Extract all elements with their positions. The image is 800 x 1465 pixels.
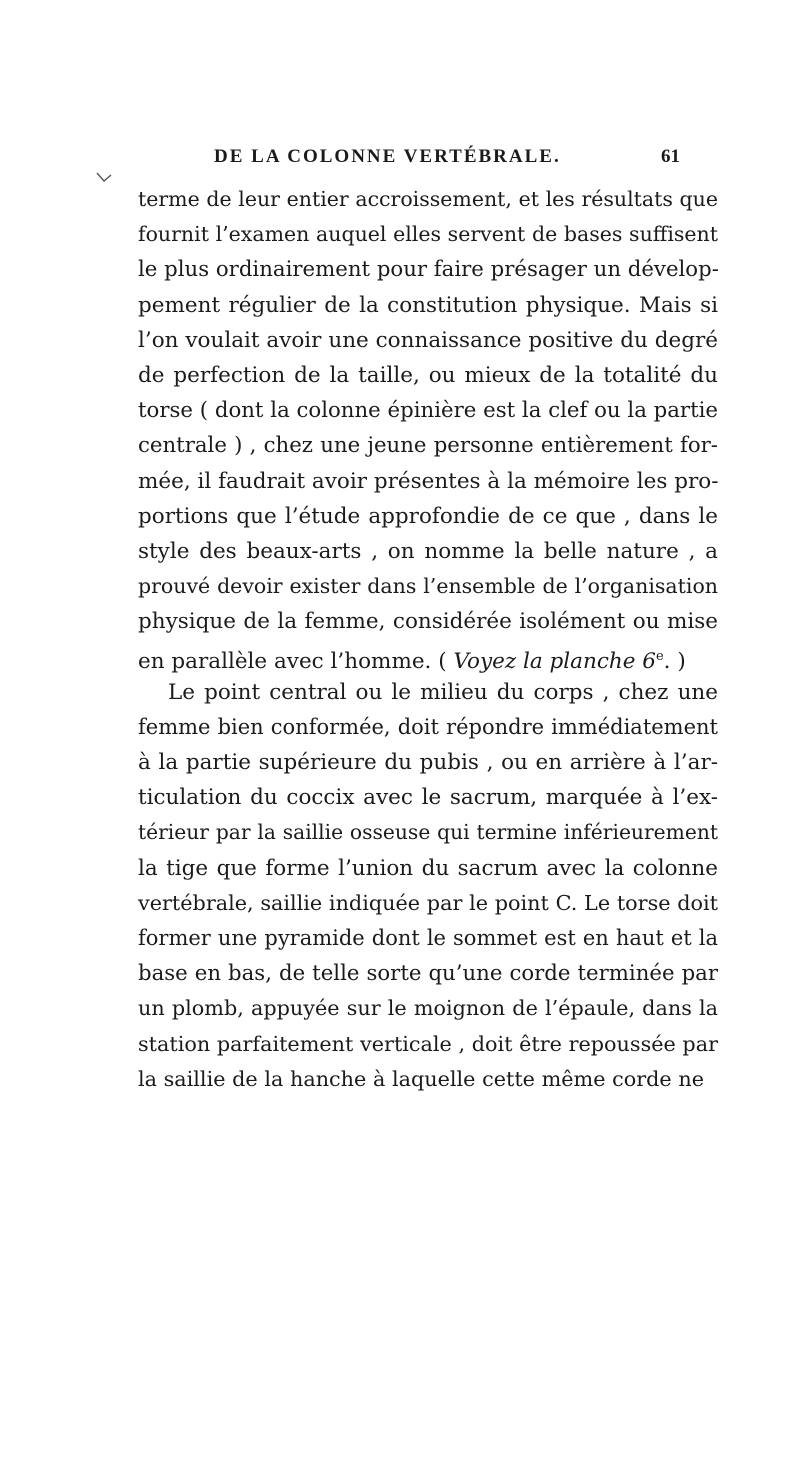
text-line: le plus ordinairement pour faire présager un dévelop- <box>138 257 719 283</box>
page-number: 61 <box>661 146 680 167</box>
plate-reference: Voyez la planche 6 <box>453 649 656 675</box>
text-line: vertébrale, saillie indiquée par le point C. Le torse doit <box>138 890 718 915</box>
text-line: style des beaux-arts , on nomme la belle nature , a <box>138 538 718 564</box>
text-line: fournit l’examen auquel elles servent de bases suffisent <box>138 222 718 247</box>
text-line: pement régulier de la constitution physique. Mais si <box>138 292 718 318</box>
text-line: la saillie de la hanche à laquelle cette même corde ne <box>138 1066 704 1091</box>
paragraph-start-line: Le point central ou le milieu du corps , chez une <box>168 679 718 705</box>
text-line: base en bas, de telle sorte qu’une corde terminée par <box>138 961 718 987</box>
plate-reference-superscript: e <box>655 649 664 665</box>
text-line: torse ( dont la colonne épinière est la clef ou la partie <box>138 398 718 424</box>
text-line: ticulation du coccix avec le sacrum, marquée à l’ex- <box>138 785 718 811</box>
text-line: former une pyramide dont le sommet est en haut et la <box>138 925 718 950</box>
text-line: centrale ) , chez une jeune personne entièrement for- <box>138 433 718 459</box>
text-line: l’on voulait avoir une connaissance positive du degré <box>138 327 718 353</box>
text-line-start: en parallèle avec l’homme. ( <box>138 649 454 675</box>
text-line-figure-reference <box>138 639 718 674</box>
printer-mark-icon <box>96 172 112 184</box>
text-line: térieur par la saillie osseuse qui termine inférieurement <box>138 820 718 845</box>
running-title: DE LA COLONNE VERTÉBRALE. <box>214 146 561 167</box>
text-line: femme bien conformée, doit répondre immédiatement <box>138 714 718 739</box>
text-line: à la partie supérieure du pubis , ou en arrière à l’ar- <box>138 750 718 775</box>
text-line: la tige que forme l’union du sacrum avec la colonne <box>138 855 718 881</box>
text-line: de perfection de la taille, ou mieux de la totalité du <box>138 362 718 388</box>
body-text <box>138 182 718 1097</box>
text-line: terme de leur entier accroissement, et les résultats que <box>138 187 718 211</box>
text-line: physique de la femme, considérée isolément ou mise <box>138 609 718 635</box>
text-line: prouvé devoir exister dans l’ensemble de l’organisation <box>138 574 718 599</box>
text-line: mée, il faudrait avoir présentes à la mémoire les pro- <box>138 468 719 494</box>
text-line: portions que l’étude approfondie de ce que , dans le <box>138 503 718 529</box>
text-line: station parfaitement verticale , doit être repoussée par <box>138 1031 718 1056</box>
text-line: un plomb, appuyée sur le moignon de l’épaule, dans la <box>138 996 718 1021</box>
plate-reference-close: . ) <box>663 649 686 675</box>
